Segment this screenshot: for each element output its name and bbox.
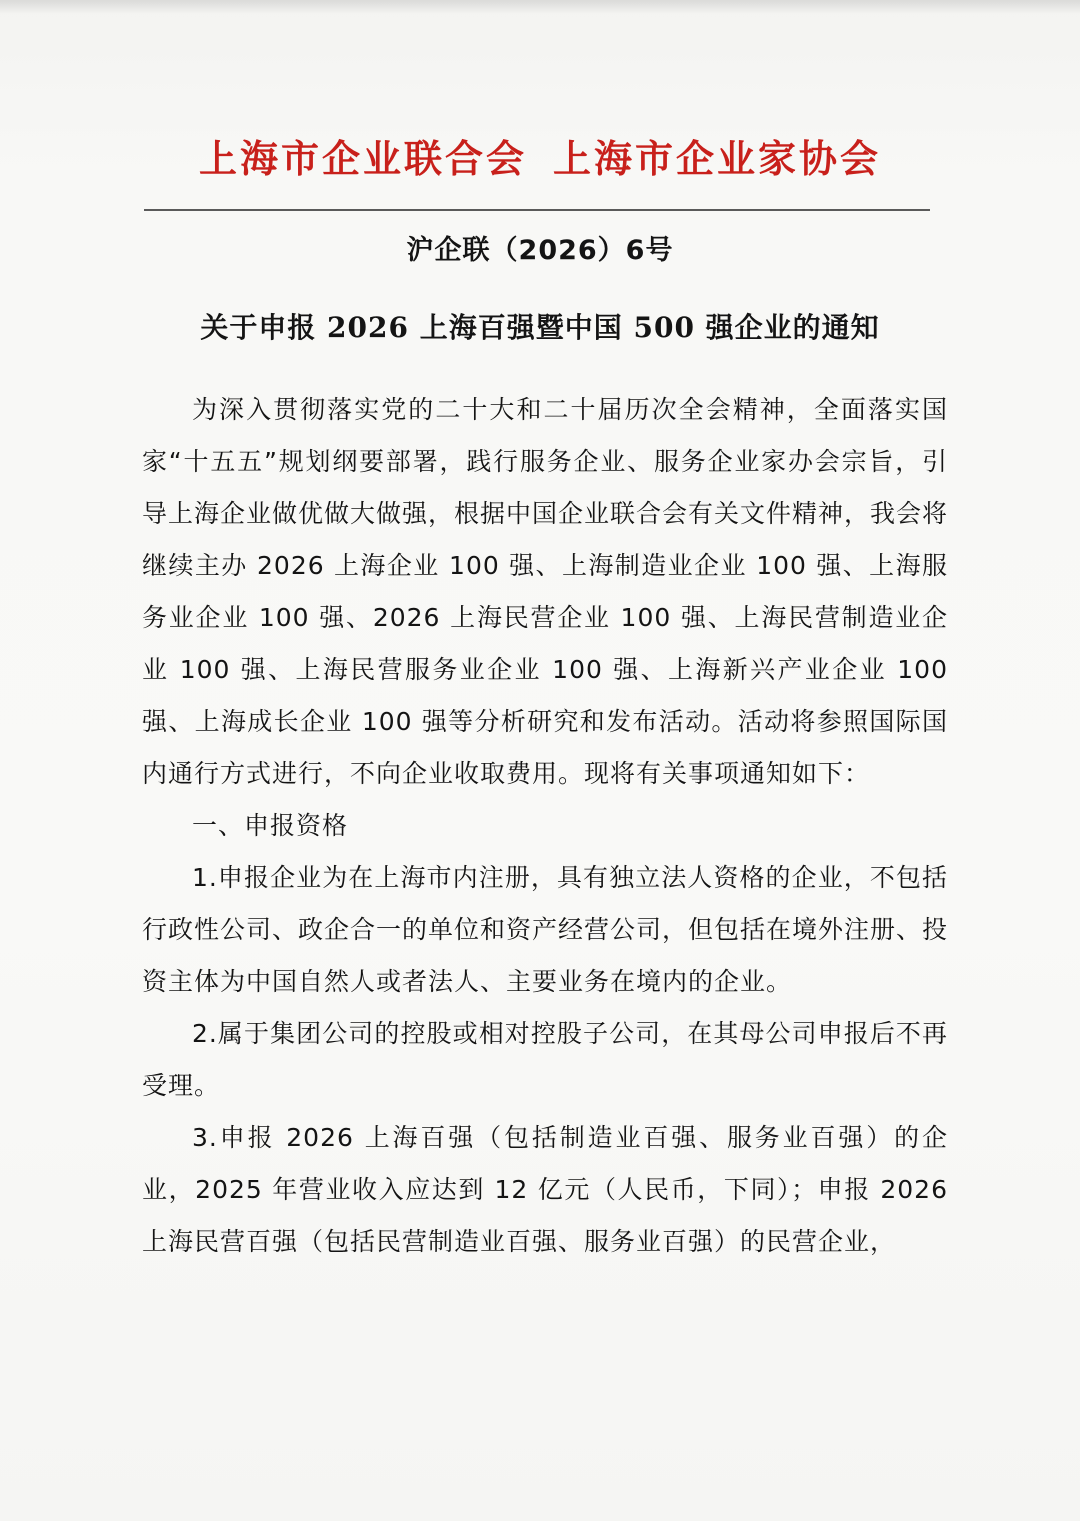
body-paragraph: 3.申报 2026 上海百强（包括制造业百强、服务业百强）的企业，2025 年营业收入应达到 12 亿元（人民币，下同）；申报 2026 上海民营百强（包括民营制造业百强、服务业百强）的民营企业， — [142, 1123, 948, 1256]
issuer-name: 上海市企业家协会 — [553, 136, 882, 181]
scan-edge-shadow — [0, 0, 1080, 14]
masthead-divider — [144, 209, 930, 211]
body-paragraph: 1.申报企业为在上海市内注册，具有独立法人资格的企业，不包括行政性公司、政企合一的单位和资产经营公司，但包括在境外注册、投资主体为中国自然人或者法人、主要业务在境内的企业。 — [142, 863, 949, 996]
section-heading: 一、申报资格 — [192, 811, 349, 840]
body-paragraph: 2.属于集团公司的控股或相对控股子公司，在其母公司申报后不再受理。 — [142, 1019, 948, 1100]
body-paragraph: 为深入贯彻落实党的二十大和二十届历次全会精神，全面落实国家“十五五”规划纲要部署，践行服务企业、服务企业家办会宗旨，引导上海企业做优做大做强，根据中国企业联合会有关文件精神，我会将继续主办 2026 上海企业 100 强、上海制造业企业 100 强、上海服务业企业 100 强、2026 上海民营企业 100 强、上海民营制造业企业 100 强、上海民营服务业企业 100 强、上海新兴产业企业 100 强、上海成长企业 100 强等分析研究和发布活动。活动将参照国际国内通行方式进行，不向企业收取费用。现将有关事项通知如下： — [142, 395, 949, 788]
issuer-masthead — [0, 128, 1080, 183]
document-title: 关于申报 2026 上海百强暨中国 500 强企业的通知 — [200, 311, 880, 344]
issuer-name: 上海市企业联合会 — [198, 136, 527, 181]
document-body — [142, 384, 948, 1268]
document-number: 沪企联（2026）6号 — [406, 235, 674, 266]
